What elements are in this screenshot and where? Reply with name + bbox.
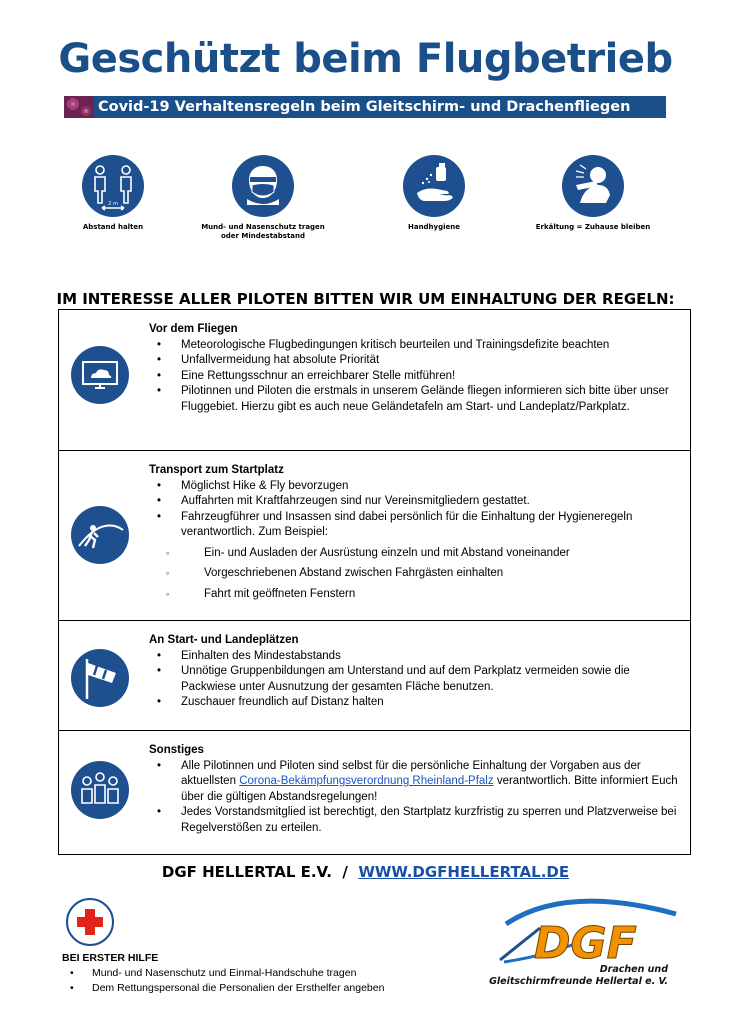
sub-list-item: ◦ Ein- und Ausladen der Ausrüstung einzeln und mit Abstand voneinander bbox=[204, 546, 684, 562]
sub-bullet-list bbox=[149, 546, 684, 603]
face-mask-icon bbox=[232, 155, 294, 217]
group-icon bbox=[71, 761, 129, 819]
distance-icon bbox=[82, 155, 144, 217]
subtitle-text: Covid-19 Verhaltensregeln beim Gleitschirm- und Drachenfliegen bbox=[98, 99, 631, 115]
list-item: • Zuschauer freundlich auf Distanz halten bbox=[181, 695, 684, 711]
rules-heading: IM INTERESSE ALLER PILOTEN BITTEN WIR UM EINHALTUNG DER REGELN: bbox=[56, 290, 675, 308]
list-item: • Auffahrten mit Kraftfahrzeugen sind nur Vereinsmitgliedern gestattet. bbox=[181, 494, 684, 510]
list-item: • Alle Pilotinnen und Piloten sind selbst für die persönliche Einhaltung der Vorgaben aus der aktuellsten Corona-Bekämpfungsverordnung Rheinland-Pfalz verantwortlich. Bitte informiert Euch über die gültigen Abstandsregelungen! bbox=[181, 759, 684, 806]
windsock-icon bbox=[71, 649, 129, 707]
icon-hygiene bbox=[384, 155, 484, 232]
bullet-list bbox=[149, 649, 684, 711]
svg-text:DGF: DGF bbox=[534, 918, 637, 964]
rules-box bbox=[58, 309, 691, 855]
logo-line-2: Gleitschirmfreunde Hellertal e. V. bbox=[489, 976, 668, 987]
label-hygiene: Handhygiene bbox=[407, 223, 460, 231]
list-item: • Mund- und Nasenschutz und Einmal-Handschuhe tragen bbox=[92, 966, 384, 981]
section-transport bbox=[59, 451, 690, 621]
section-title: Sonstiges bbox=[149, 744, 204, 756]
icon-sneeze bbox=[533, 155, 653, 232]
sub-list-item: ◦ Vorgeschriebenen Abstand zwischen Fahrgästen einhalten bbox=[204, 566, 684, 582]
section-start-landing bbox=[59, 621, 690, 731]
logo-line-1: Drachen und bbox=[599, 964, 668, 975]
list-item: • Möglichst Hike & Fly bevorzugen bbox=[181, 479, 684, 495]
first-aid-title: BEI ERSTER HILFE bbox=[62, 952, 159, 964]
section-body bbox=[149, 743, 684, 836]
list-item: • Eine Rettungsschnur an erreichbarer Stelle mitführen! bbox=[181, 369, 684, 385]
bullet-list bbox=[149, 479, 684, 541]
section-body bbox=[149, 322, 684, 415]
label-sneeze: Erkältung = Zuhause bleiben bbox=[535, 223, 651, 231]
list-item: • Jedes Vorstandsmitglied ist berechtigt, den Startplatz kurzfristig zu sperren und Platzverweise bei Regelverstößen zu erteilen. bbox=[181, 805, 684, 836]
red-cross-icon bbox=[66, 898, 114, 946]
club-name: DGF HELLERTAL E.V. bbox=[161, 863, 332, 881]
section-other bbox=[59, 731, 690, 855]
section-title: Vor dem Fliegen bbox=[149, 323, 238, 335]
section-title: An Start- und Landeplätzen bbox=[149, 634, 299, 646]
subtitle-banner bbox=[64, 96, 666, 118]
svg-text:2 m: 2 m bbox=[108, 201, 118, 207]
bullet-list bbox=[149, 338, 684, 416]
dgf-logo bbox=[489, 892, 686, 992]
list-item: • Fahrzeugführer und Insassen sind dabei persönlich für die Einhaltung der Hygieneregeln verantwortlich. Zum Beispiel: bbox=[181, 510, 684, 541]
label-mask: Mund- und Nasenschutz tragen oder Mindestabstand bbox=[201, 223, 325, 240]
hand-hygiene-icon bbox=[403, 155, 465, 217]
virus-image bbox=[64, 96, 94, 118]
first-aid-list bbox=[62, 966, 384, 996]
list-item: • Unnötige Gruppenbildungen am Unterstand und auf dem Parkplatz vermeiden sowie die Packwiese unter Ausnutzung der gesamten Fläche benutzen. bbox=[181, 664, 684, 695]
list-item: • Einhalten des Mindestabstands bbox=[181, 649, 684, 665]
footer-separator: / bbox=[342, 863, 348, 881]
list-item: • Unfallvermeidung hat absolute Priorität bbox=[181, 353, 684, 369]
hygiene-icons-row bbox=[0, 155, 731, 255]
section-title: Transport zum Startplatz bbox=[149, 464, 284, 476]
icon-distance bbox=[78, 155, 148, 232]
weather-monitor-icon bbox=[71, 346, 129, 404]
club-website-link[interactable]: WWW.DGFHELLERTAL.DE bbox=[358, 863, 570, 881]
page-title: Geschützt beim Flugbetrieb bbox=[58, 36, 673, 82]
regulation-link[interactable]: Corona-Bekämpfungsverordnung Rheinland-Pfalz bbox=[239, 775, 494, 787]
bullet-list bbox=[149, 759, 684, 837]
hiker-icon bbox=[71, 506, 129, 564]
sneeze-icon bbox=[562, 155, 624, 217]
section-before-flight bbox=[59, 310, 690, 451]
section-body bbox=[149, 463, 684, 607]
section-body bbox=[149, 633, 684, 711]
list-item: • Meteorologische Flugbedingungen kritisch beurteilen und Trainingsdefizite beachten bbox=[181, 338, 684, 354]
list-item: • Dem Rettungspersonal die Personalien der Ersthelfer angeben bbox=[92, 981, 384, 996]
icon-mask bbox=[193, 155, 333, 241]
list-item: • Pilotinnen und Piloten die erstmals in unserem Gelände fliegen informieren sich bitte über unser Fluggebiet. Hierzu gibt es auch neue Geländetafeln am Start- und Landeplatz/Parkplatz. bbox=[181, 384, 684, 415]
club-footer bbox=[0, 863, 731, 881]
sub-list-item: ◦ Fahrt mit geöffneten Fenstern bbox=[204, 587, 684, 603]
label-distance: Abstand halten bbox=[82, 223, 144, 231]
